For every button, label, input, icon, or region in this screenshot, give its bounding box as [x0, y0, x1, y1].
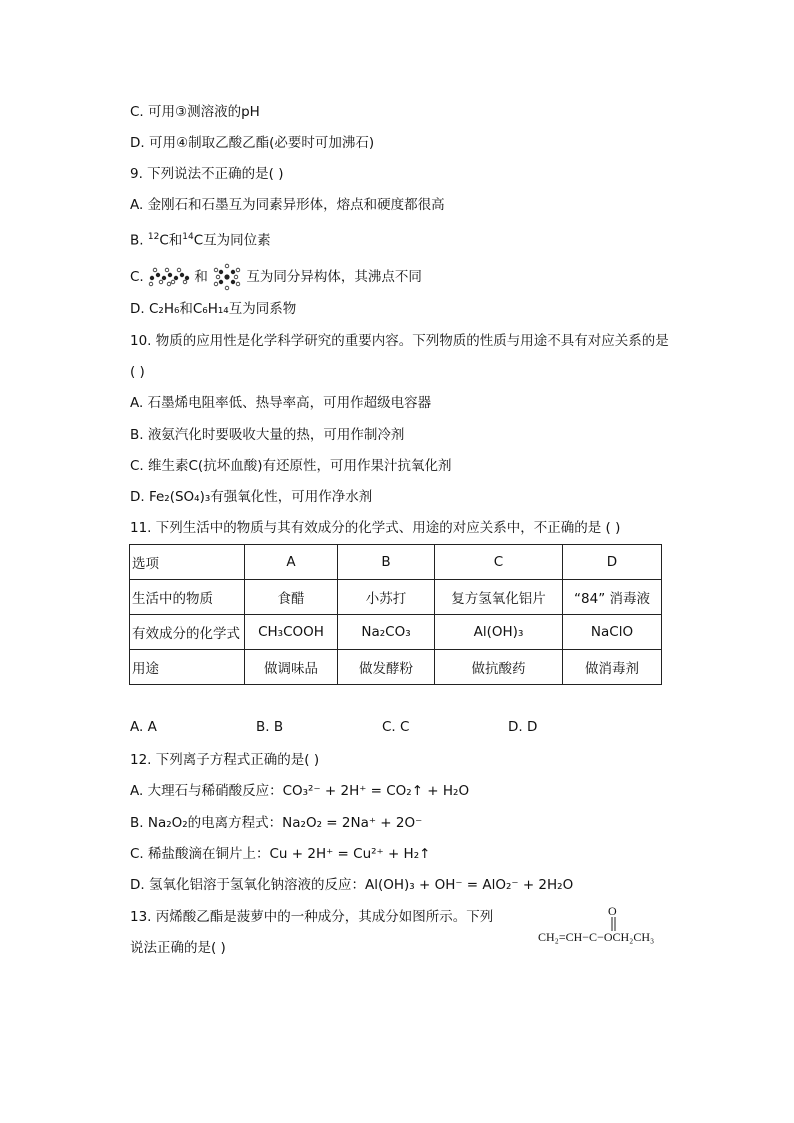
- q10-option-a: A. 石墨烯电阻率低、热导率高，可用作超级电容器: [130, 395, 432, 411]
- q12-option-a: A. 大理石与稀硝酸反应：CO₃²⁻ + 2H⁺ = CO₂↑ + H₂O: [130, 783, 470, 799]
- q11-table: [129, 544, 662, 685]
- q9c-suffix: 互为同分异构体，其沸点不同: [246, 269, 422, 285]
- question-13-cont: 说法正确的是( ): [130, 940, 226, 956]
- table-cell: 小苏打: [338, 580, 435, 615]
- q10-option-c: C. 维生素C(抗坏血酸)有还原性，可用作果汁抗氧化剂: [130, 458, 452, 474]
- table-cell: 用途: [130, 650, 245, 685]
- table-row: [130, 650, 662, 685]
- table-cell: NaClO: [563, 615, 662, 650]
- table-cell: CH₃COOH: [245, 615, 338, 650]
- question-9: 9. 下列说法不正确的是( ): [130, 166, 284, 182]
- table-cell: 选项: [130, 545, 245, 580]
- ethyl-acrylate-structure: [538, 904, 698, 950]
- line-c-option-8: C. 可用③测溶液的pH: [130, 104, 260, 120]
- q10-option-d: D. Fe₂(SO₄)₃有强氧化性，可用作净水剂: [130, 489, 373, 505]
- table-cell: 有效成分的化学式: [130, 615, 245, 650]
- q9b-c12: C和: [159, 232, 183, 249]
- alkane-structure-1-icon: [148, 266, 190, 288]
- q9b-prefix: B.: [130, 232, 148, 249]
- table-cell: 做消毒剂: [563, 650, 662, 685]
- table-row: [130, 580, 662, 615]
- question-13: 13. 丙烯酸乙酯是菠萝中的一种成分，其成分如图所示。下列: [130, 909, 494, 925]
- table-cell: C: [435, 545, 563, 580]
- q9c-prefix: C.: [130, 269, 144, 285]
- table-cell: D: [563, 545, 662, 580]
- question-10: 10. 物质的应用性是化学科学研究的重要内容。下列物质的性质与用途不具有对应关系的是: [130, 333, 669, 349]
- q9-option-b: [130, 227, 271, 251]
- q10-option-b: B. 液氨汽化时要吸收大量的热，可用作制冷剂: [130, 427, 405, 443]
- table-cell: A: [245, 545, 338, 580]
- q9-option-c: [130, 262, 422, 292]
- table-cell: Al(OH)₃: [435, 615, 563, 650]
- table-row: [130, 615, 662, 650]
- q11-option-a: A. A: [130, 719, 157, 735]
- question-12: 12. 下列离子方程式正确的是( ): [130, 752, 320, 768]
- table-row: [130, 545, 662, 580]
- q12-option-d: D. 氢氧化铝溶于氢氧化钠溶液的反应：Al(OH)₃ + OH⁻ = AlO₂⁻ + 2H₂O: [130, 877, 574, 893]
- q9b-c14: C互为同位素: [193, 232, 271, 249]
- table-cell: 食醋: [245, 580, 338, 615]
- structure-oxygen: O: [608, 904, 617, 918]
- question-11: 11. 下列生活中的物质与其有效成分的化学式、用途的对应关系中，不正确的是 ( ): [130, 520, 621, 536]
- table-cell: B: [338, 545, 435, 580]
- q12-option-c: C. 稀盐酸滴在铜片上：Cu + 2H⁺ = Cu²⁺ + H₂↑: [130, 846, 431, 862]
- table-cell: 复方氢氧化铝片: [435, 580, 563, 615]
- line-d-option-8: D. 可用④制取乙酸乙酯(必要时可加沸石): [130, 135, 375, 151]
- table-cell: 生活中的物质: [130, 580, 245, 615]
- double-bond-icon: [609, 917, 619, 931]
- sup-12: 12: [147, 232, 160, 242]
- table-cell: “84” 消毒液: [563, 580, 662, 615]
- q9-option-a: A. 金刚石和石墨互为同素异形体，熔点和硬度都很高: [130, 197, 445, 213]
- q11-option-b: B. B: [256, 719, 284, 735]
- q9-option-d: D. C₂H₆和C₆H₁₄互为同系物: [130, 301, 297, 317]
- q11-option-d: D. D: [508, 719, 538, 735]
- structure-formula: CH₂=CH−C−OCH₂CH₃: [538, 930, 655, 944]
- table-cell: Na₂CO₃: [338, 615, 435, 650]
- q11-option-c: C. C: [382, 719, 410, 735]
- table-cell: 做调味品: [245, 650, 338, 685]
- q9c-and: 和: [194, 269, 208, 285]
- question-10-paren: ( ): [130, 364, 145, 380]
- sup-14: 14: [182, 232, 194, 242]
- table-cell: 做抗酸药: [435, 650, 563, 685]
- q12-option-b: B. Na₂O₂的电离方程式：Na₂O₂ = 2Na⁺ + 2O⁻: [130, 815, 423, 831]
- table-cell: 做发酵粉: [338, 650, 435, 685]
- alkane-structure-2-icon: [212, 262, 242, 292]
